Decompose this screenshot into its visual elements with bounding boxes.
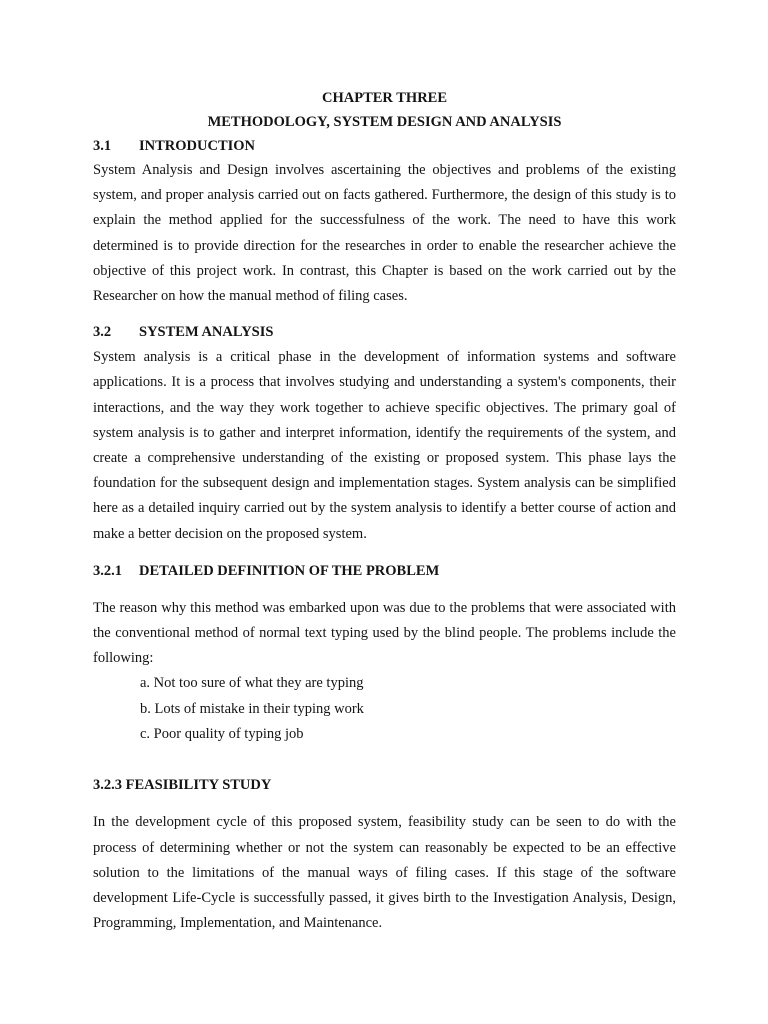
problem-list	[93, 671, 676, 747]
introduction-paragraph: System Analysis and Design involves ascertaining the objectives and problems of the existing system, and proper analysis carried out on facts gathered. Furthermore, the design of this study is to explain the method applied for the successfulness of the work. The need to have this work determined is to provide direction for the researches in order to enable the researcher achieve the objective of this project work. In contrast, this Chapter is based on the work carried out by the Researcher on how the manual method of filing cases.	[93, 162, 676, 305]
list-item: a. Not too sure of what they are typing	[140, 675, 364, 692]
problem-paragraph: The reason why this method was embarked upon was due to the problems that were associated with the conventional method of normal text typing used by the blind people. The problems include the following:	[93, 599, 676, 667]
section-heading-problem-definition	[93, 560, 676, 582]
chapter-title: METHODOLOGY, SYSTEM DESIGN AND ANALYSIS	[207, 114, 562, 130]
system-analysis-paragraph: System analysis is a critical phase in the development of information systems and software applications. It is a process that involves studying and understanding a system's components, their interactions, and the way they work together to achieve specific objectives. The primary goal of system analysis is to gather and interpret information, identify the requirements of the system, and create a comprehensive understanding of the existing or proposed system. This phase lays the foundation for the subsequent design and implementation stages. System analysis can be simplified here as a detailed inquiry carried out by the system analysis to identify a better course of action and make a better decision on the proposed system.	[93, 349, 676, 542]
section-number: 3.1	[93, 138, 112, 154]
section-title: SYSTEM ANALYSIS	[139, 324, 274, 341]
feasibility-paragraph: In the development cycle of this proposed system, feasibility study can be seen to do with the process of determining whether or not the system can reasonably be expected to be an effective solution to the limitations of the manual ways of filing cases. If this stage of the software development Life-Cycle is successfully passed, it gives birth to the Investigation Analysis, Design, Programming, Implementation, and Maintenance.	[93, 814, 676, 932]
list-item: b. Lots of mistake in their typing work	[140, 700, 364, 717]
section-number: 3.2	[93, 324, 112, 341]
section-number: 3.2.1	[93, 562, 122, 579]
section-title: INTRODUCTION	[139, 138, 256, 154]
document-page	[93, 86, 676, 936]
section-heading-system-analysis	[93, 321, 676, 343]
section-heading-introduction	[93, 135, 676, 157]
section-heading-feasibility-study: 3.2.3 FEASIBILITY STUDY	[93, 777, 272, 794]
list-item: c. Poor quality of typing job	[140, 726, 304, 743]
chapter-label: CHAPTER THREE	[321, 90, 448, 106]
section-title: DETAILED DEFINITION OF THE PROBLEM	[139, 562, 440, 579]
